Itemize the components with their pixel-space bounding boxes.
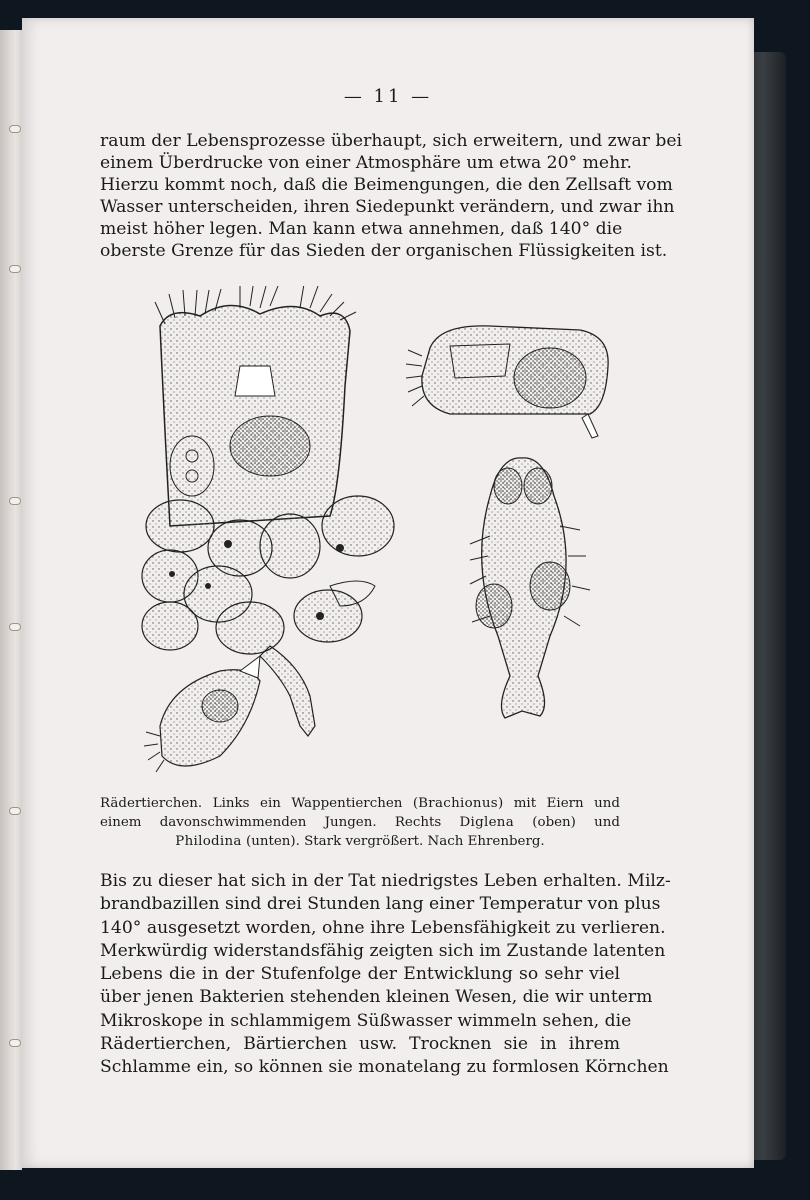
- caption-line: [100, 813, 620, 832]
- top-paragraph: [100, 130, 683, 262]
- text-line: Mikroskope in schlammigem Süßwasser wimmeln sehen, die: [100, 1010, 632, 1031]
- page-number: — 11 —: [343, 86, 433, 107]
- text-line: Lebens die in der Stufenfolge der Entwicklung so sehr viel: [100, 964, 620, 985]
- binding-stitch: [10, 266, 20, 272]
- caption-latin-name: Brachionus: [418, 796, 498, 811]
- binding-stitch: [10, 498, 20, 504]
- text-line: Merkwürdig widerstandsfähig zeigten sich im Zustande latenten: [100, 940, 666, 961]
- text-line: meist höher legen. Man kann etwa annehmen, daß 140° die: [100, 219, 623, 239]
- text-line: oberste Grenze für das Sieden der organischen Flüssigkeiten ist.: [100, 241, 668, 261]
- rotifer-illustration: [110, 286, 630, 786]
- brachionus-drawing: [142, 286, 394, 736]
- text-line: einem Überdrucke von einer Atmosphäre um etwa 20° mehr.: [100, 153, 632, 173]
- text-line: Wasser unterscheiden, ihren Siedepunkt verändern, und zwar ihn: [100, 197, 675, 217]
- caption-text: (oben) und: [514, 815, 620, 830]
- philodina-drawing: [470, 458, 590, 718]
- text-line: 140° ausgesetzt worden, ohne ihre Lebensfähigkeit zu verlieren.: [100, 917, 666, 938]
- text-line: Schlamme ein, so können sie monatelang zu formlosen Körnchen: [100, 1057, 669, 1078]
- text-line: raum der Lebensprozesse überhaupt, sich erweitern, und zwar bei: [100, 131, 683, 151]
- caption-line: [100, 794, 620, 813]
- diglena-drawing: [406, 326, 608, 438]
- book-page: [22, 18, 754, 1168]
- text-line: über jenen Bakterien stehenden kleinen Wesen, die wir unterm: [100, 987, 653, 1008]
- binding-stitch: [10, 808, 20, 814]
- text-line: Bis zu dieser hat sich in der Tat niedrigstes Leben erhalten. Milz-: [100, 871, 671, 891]
- caption-text: ) mit Eiern und: [497, 796, 621, 811]
- juvenile-drawing: [144, 656, 260, 772]
- caption-latin-name: Philodina: [175, 834, 242, 849]
- binding-stitch: [10, 126, 20, 132]
- text-line: Hierzu kommt noch, daß die Beimengungen, die den Zellsaft vom: [100, 175, 673, 195]
- text-line: Rädertierchen, Bärtierchen usw. Trocknen sie in ihrem: [100, 1034, 620, 1055]
- binding-stitch: [10, 624, 20, 630]
- bottom-paragraph: [100, 870, 671, 1080]
- caption-text: Rädertierchen. Links ein Wappentierchen (: [100, 796, 419, 811]
- caption-line: [100, 832, 620, 851]
- caption-text: (unten). Stark vergrößert. Nach Ehrenberg.: [241, 834, 545, 849]
- book-left-edge: [0, 30, 22, 1170]
- text-line: brandbazillen sind drei Stunden lang einer Temperatur von plus: [100, 894, 661, 915]
- caption-latin-name: Diglena: [459, 815, 515, 830]
- figure-caption: [100, 794, 620, 851]
- caption-text: einem davonschwimmenden Jungen. Rechts: [100, 815, 460, 830]
- binding-stitch: [10, 1040, 20, 1046]
